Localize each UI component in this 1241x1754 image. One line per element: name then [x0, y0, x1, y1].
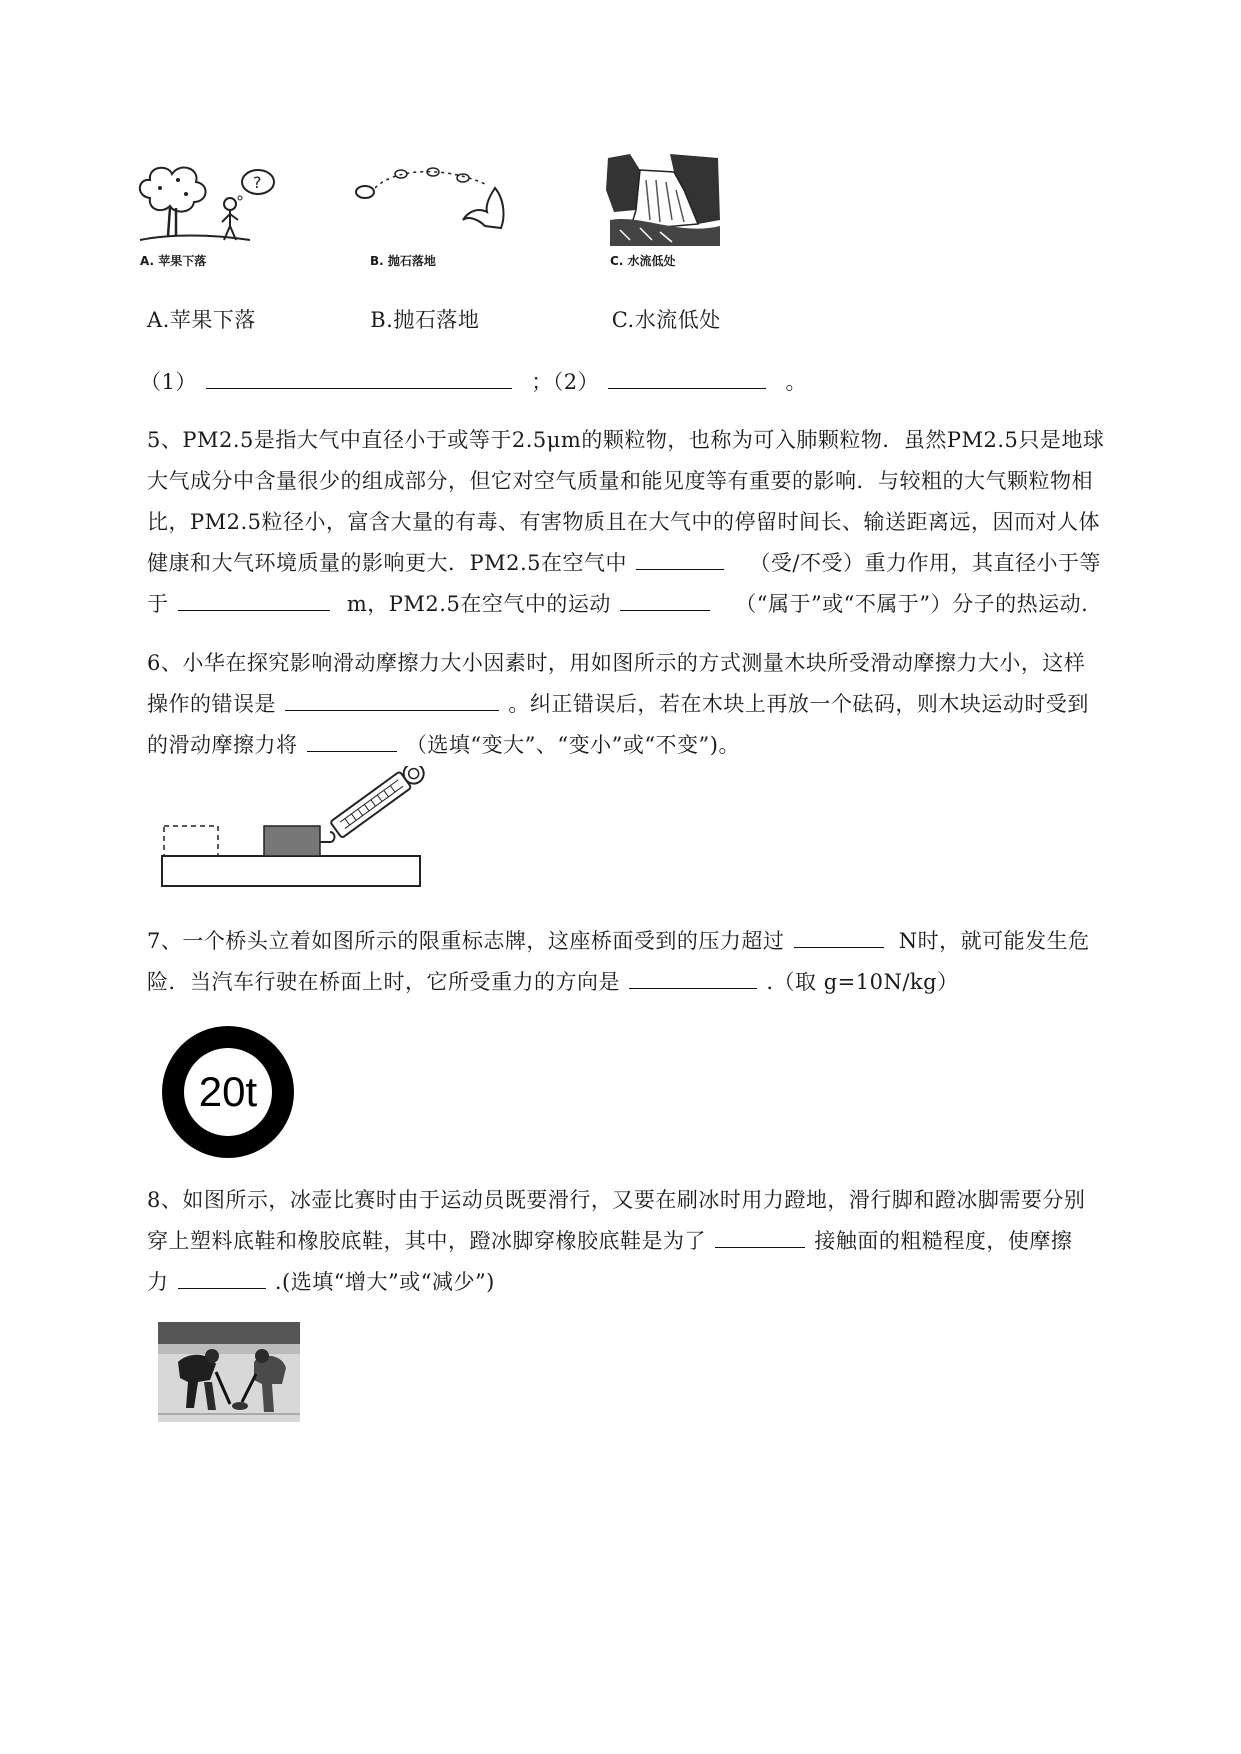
q5-text-4b: （受/不受）重力作用，其直径小于等 [749, 551, 1101, 575]
q7-text-1a: 7、一个桥头立着如图所示的限重标志牌，这座桥面受到的压力超过 [147, 929, 785, 953]
q5-blank-thermal-motion[interactable] [620, 590, 710, 611]
q6-text-2a: 操作的错误是 [147, 692, 276, 716]
option-b: B.抛石落地 [370, 308, 480, 332]
figure-a-caption: A. 苹果下落 [140, 254, 207, 268]
q7-text-2b: .（取 g=10N/kg） [766, 970, 959, 994]
q8-text-2b: 接触面的粗糙程度，使摩擦 [814, 1229, 1073, 1253]
q8-text-3a: 力 [147, 1270, 169, 1294]
apple-tree-figure [130, 158, 290, 278]
figure-b-caption: B. 抛石落地 [370, 254, 436, 268]
q8-line-1: 8、如图所示，冰壶比赛时由于运动员既要滑行，又要在刷冰时用力蹬地，滑行脚和蹬冰脚需要分别 [147, 1188, 1086, 1212]
sign-text: 20t [198, 1068, 258, 1115]
q7-blank-direction[interactable] [629, 968, 757, 989]
q5-blank-gravity[interactable] [636, 549, 724, 570]
q5-line-2: 大气成分中含量很少的组成部分，但它对空气质量和能见度等有重要的影响．与较粗的大气颗粒物相 [147, 469, 1093, 493]
q6-line-2 [147, 686, 1089, 722]
q7-text-1b: N时，就可能发生危 [898, 929, 1090, 953]
q5-text-5a: 于 [147, 592, 169, 616]
q6-figure [160, 766, 440, 892]
q8-blank-friction[interactable] [178, 1268, 266, 1289]
q7-text-2a: 险．当汽车行驶在桥面上时，它所受重力的方向是 [147, 970, 620, 994]
q5-line-4 [147, 545, 1101, 581]
q8-line-2 [147, 1223, 1072, 1259]
option-a: A.苹果下落 [147, 308, 256, 332]
options-line [147, 302, 721, 338]
curling-photo [158, 1322, 300, 1422]
q6-text-3b: （选填“变大”、“变小”或“不变”)。 [405, 733, 740, 757]
svg-text:?: ? [253, 173, 262, 192]
waterfall-figure [600, 150, 730, 278]
waterfall-icon [600, 150, 725, 250]
curling-players-photo [158, 1322, 300, 1422]
q6-blank-friction[interactable] [307, 731, 397, 752]
answer-end: 。 [785, 370, 807, 394]
q6-line-1: 6、小华在探究影响滑动摩擦力大小因素时，用如图所示的方式测量木块所受滑动摩擦力大小，这样 [147, 651, 1086, 675]
q5-line-3: 比，PM2.5粒径小，富含大量的有毒、有害物质且在大气中的停留时间长、输送距离远，因而对人体 [147, 510, 1101, 534]
q6-blank-error[interactable] [285, 690, 499, 711]
answer-line [140, 364, 807, 400]
q7-blank-pressure[interactable] [794, 927, 884, 948]
figure-c-caption: C. 水流低处 [610, 254, 676, 268]
q6-line-3 [147, 727, 740, 763]
q8-text-3b: .(选填“增大”或“减少”) [274, 1270, 495, 1294]
person-under-apple-tree-icon [130, 158, 290, 253]
q8-text-2a: 穿上塑料底鞋和橡胶底鞋，其中，蹬冰脚穿橡胶底鞋是为了 [147, 1229, 706, 1253]
q8-blank-roughness[interactable] [715, 1227, 805, 1248]
weight-limit-sign [160, 1024, 296, 1160]
q6-text-2b: 。纠正错误后，若在木块上再放一个砝码，则木块运动时受到 [508, 692, 1089, 716]
q5-text-5c: （“属于”或“不属于”）分子的热运动. [735, 592, 1089, 616]
q8-line-3 [147, 1264, 495, 1300]
q6-text-3a: 的滑动摩擦力将 [147, 733, 298, 757]
q5-line-5 [147, 586, 1088, 622]
thrown-stone-trajectory-icon [345, 158, 515, 253]
answer-blank-2[interactable] [608, 368, 766, 389]
q5-text-4a: 健康和大气环境质量的影响更大．PM2.5在空气中 [147, 551, 628, 575]
option-c: C.水流低处 [611, 308, 721, 332]
q5-blank-diameter[interactable] [178, 590, 330, 611]
answer-label-2: ；（2） [531, 370, 600, 394]
q7-line-2 [147, 964, 959, 1000]
thrown-stone-figure [345, 158, 505, 278]
answer-blank-1[interactable] [206, 368, 512, 389]
q7-line-1 [147, 923, 1090, 959]
q5-line-1: 5、PM2.5是指大气中直径小于或等于2.5μm的颗粒物，也称为可入肺颗粒物．虽然PM2.5只是地球 [147, 428, 1105, 452]
q5-text-5b: m，PM2.5在空气中的运动 [346, 592, 611, 616]
answer-label-1: （1） [140, 370, 197, 394]
block-pulled-by-spring-scale-icon [160, 766, 440, 892]
